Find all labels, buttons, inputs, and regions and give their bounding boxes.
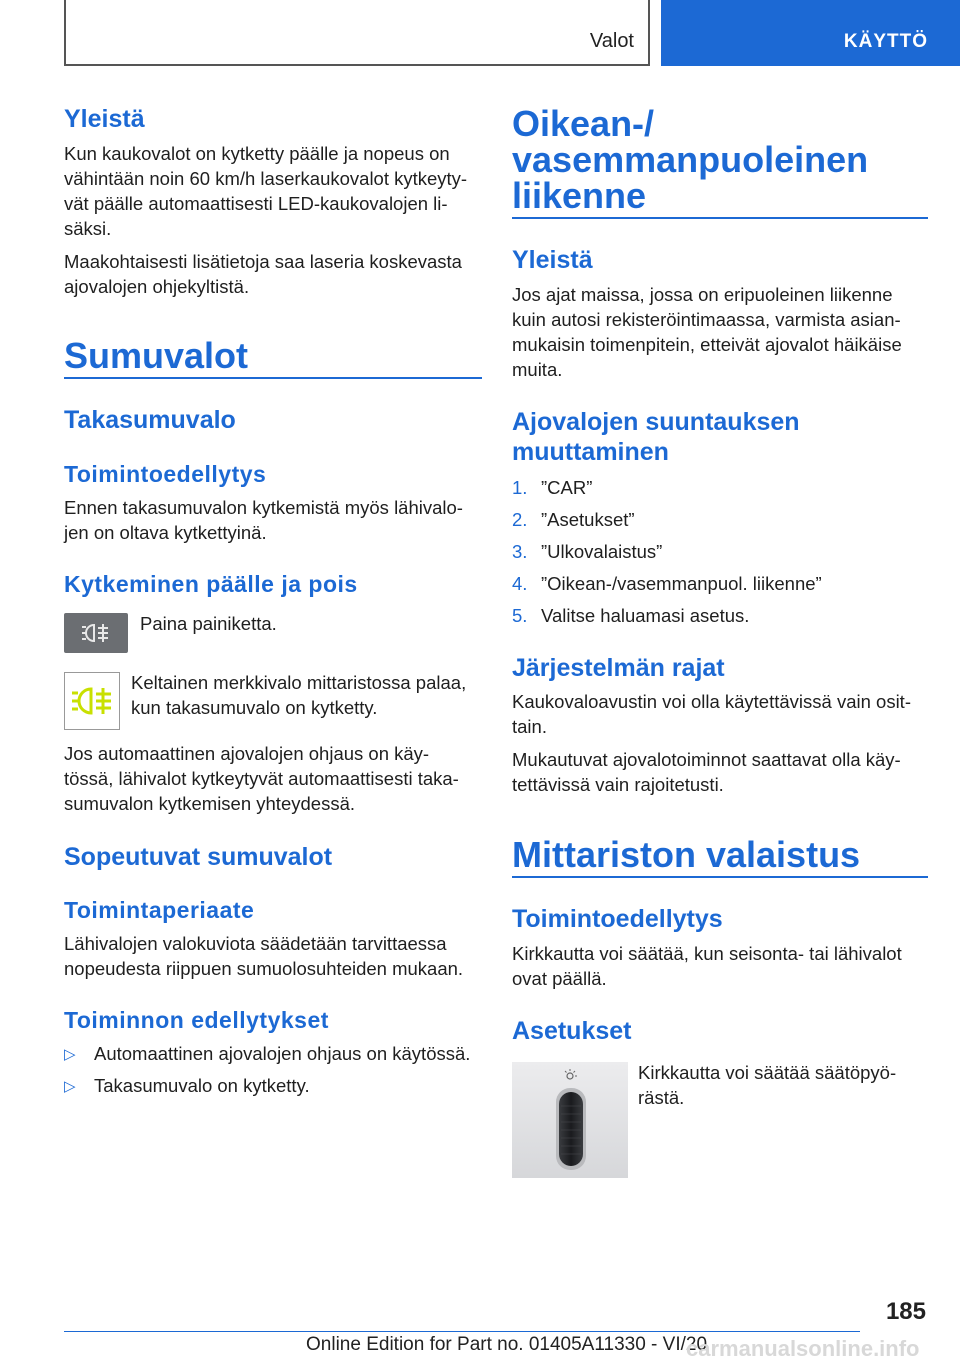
text-line: jen on oltava kytkettyinä. bbox=[64, 522, 267, 543]
text-line: Jos ajat maissa, jossa on eripuoleinen liikenne bbox=[512, 284, 893, 305]
heading-line: Ajovalojen suuntauksen bbox=[512, 408, 800, 436]
list-item-text: Takasumuvalo on kytketty. bbox=[94, 1075, 310, 1096]
paragraph-mukautuvat bbox=[512, 747, 901, 797]
paragraph-kirkkautta-seisonta bbox=[512, 941, 902, 991]
heading-ajovalojen-suuntauksen bbox=[512, 407, 800, 467]
triangle-bullet-icon: ▷ bbox=[64, 1078, 76, 1095]
list-item bbox=[512, 603, 928, 628]
paragraph-jos-automaattinen bbox=[64, 741, 459, 816]
header-frame bbox=[64, 0, 650, 66]
text-line: vähintään noin 60 km/h laserkaukovalot kytkeyty‐ bbox=[64, 168, 468, 189]
text-line: Keltainen merkkivalo mittaristossa palaa, bbox=[131, 672, 467, 693]
step-text: ”Oikean-/vasemmanpuol. liikenne” bbox=[541, 573, 822, 594]
header-chapter-label: KÄYTTÖ bbox=[843, 31, 928, 52]
text-line: tettävissä vain rajoitetusti. bbox=[512, 774, 724, 795]
step-text: ”Asetukset” bbox=[541, 509, 635, 530]
text-line: muita. bbox=[512, 359, 563, 380]
heading-toimintoedellytys-right: Toimintoedellytys bbox=[512, 905, 723, 933]
footer-edition: Online Edition for Part no. 01405A11330 - VI/20 bbox=[306, 1334, 708, 1355]
text-line: Kun kaukovalot on kytketty päälle ja nopeus on bbox=[64, 143, 450, 164]
text-line: Kirkkautta voi säätää säätöpyö‐ bbox=[638, 1062, 897, 1083]
text-line: Lähivalojen valokuviota säädetään tarvittaessa bbox=[64, 933, 447, 954]
step-number: 1. bbox=[512, 477, 528, 498]
rear-fog-light-indicator-icon bbox=[64, 672, 120, 730]
heading-line: liikenne bbox=[512, 175, 647, 216]
step-number: 4. bbox=[512, 573, 528, 594]
list-item bbox=[64, 1041, 482, 1066]
text-line: nopeudesta riippuen sumuolosuhteiden mukaan. bbox=[64, 958, 464, 979]
text-keltainen bbox=[131, 670, 466, 720]
text-line: Kirkkautta voi säätää, kun seisonta- tai lähivalot bbox=[512, 943, 902, 964]
step-text: Valitse haluamasi asetus. bbox=[541, 605, 750, 626]
list-item bbox=[512, 475, 928, 500]
heading-toimintoedellytys: Toimintoedellytys bbox=[64, 461, 267, 487]
page-number: 185 bbox=[885, 1298, 926, 1325]
heading-line: vasemmanpuoleinen bbox=[512, 139, 869, 180]
list-item-text: Automaattinen ajovalojen ohjaus on käytössä. bbox=[94, 1043, 471, 1064]
heading-line: Oikean-/ bbox=[512, 103, 655, 144]
heading-rule bbox=[512, 217, 928, 219]
step-number: 5. bbox=[512, 605, 528, 626]
text-line: vät päälle automaattisesti LED-kaukovalojen li‐ bbox=[64, 193, 448, 214]
heading-yleista-right: Yleistä bbox=[512, 246, 593, 274]
text-line: Ennen takasumuvalon kytkemistä myös lähivalo‐ bbox=[64, 497, 463, 518]
paragraph-maakohtaisesti bbox=[64, 249, 462, 299]
footer-rule bbox=[64, 1331, 860, 1332]
text-line: kuin autosi rekisteröintimaassa, varmista asian‐ bbox=[512, 309, 901, 330]
heading-yleista: Yleistä bbox=[64, 105, 145, 133]
triangle-bullet-icon: ▷ bbox=[64, 1046, 76, 1063]
paragraph-laserkaukovalot bbox=[64, 141, 467, 241]
text-line: Mukautuvat ajovalotoiminnot saattavat olla käy‐ bbox=[512, 749, 901, 770]
paragraph-kaukovaloavustin bbox=[512, 689, 911, 739]
paragraph-toimintaperiaate bbox=[64, 931, 463, 981]
heading-rule bbox=[512, 876, 928, 878]
instrument-lighting-thumbwheel-icon bbox=[512, 1062, 628, 1178]
list-item bbox=[512, 507, 928, 532]
watermark: carmanualsonline.info bbox=[686, 1336, 920, 1361]
heading-asetukset: Asetukset bbox=[512, 1017, 632, 1045]
text-line: kun takasumuvalo on kytketty. bbox=[131, 697, 378, 718]
step-text: ”CAR” bbox=[541, 477, 593, 498]
heading-toiminnon-edellytykset: Toiminnon edellytykset bbox=[64, 1007, 329, 1033]
text-line: Kaukovaloavustin voi olla käytettävissä vain osit‐ bbox=[512, 691, 911, 712]
step-number: 3. bbox=[512, 541, 528, 562]
text-line: tössä, lähivalot kytkeytyvät automaattisesti taka‐ bbox=[64, 768, 459, 789]
heading-kytkeminen: Kytkeminen päälle ja pois bbox=[64, 571, 358, 597]
text-line: säksi. bbox=[64, 218, 112, 239]
heading-jarjestelman-rajat: Järjestelmän rajat bbox=[512, 654, 725, 682]
text-line: sumuvalon kytkemisen yhteydessä. bbox=[64, 793, 355, 814]
text-line: rästä. bbox=[638, 1087, 685, 1108]
header-section-title: Valot bbox=[589, 30, 634, 52]
text-line: ovat päällä. bbox=[512, 968, 607, 989]
paragraph-eripuoleinen bbox=[512, 282, 902, 382]
header-chapter-tab bbox=[661, 0, 960, 66]
heading-sopeutuvat: Sopeutuvat sumuvalot bbox=[64, 843, 333, 871]
heading-mittariston-valaistus: Mittariston valaistus bbox=[512, 834, 861, 875]
heading-toimintaperiaate: Toimintaperiaate bbox=[64, 897, 255, 923]
step-text: ”Ulkovalaistus” bbox=[541, 541, 663, 562]
heading-line: muuttaminen bbox=[512, 438, 669, 466]
list-item bbox=[512, 571, 928, 596]
list-item bbox=[512, 539, 928, 564]
text-line: Maakohtaisesti lisätietoja saa laseria koskevasta bbox=[64, 251, 462, 272]
text-line: ajovalojen ohjekyltistä. bbox=[64, 276, 250, 297]
step-number: 2. bbox=[512, 509, 528, 530]
heading-rule bbox=[64, 377, 482, 379]
list-item bbox=[64, 1073, 482, 1098]
text-kirkkautta-saatopyorasta bbox=[638, 1060, 896, 1110]
text-line: mukaisin toimenpitein, etteivät ajovalot häikäise bbox=[512, 334, 902, 355]
heading-sumuvalot: Sumuvalot bbox=[64, 335, 249, 376]
heading-takasumuvalo: Takasumuvalo bbox=[64, 406, 236, 434]
paragraph-toimintoedellytys bbox=[64, 495, 463, 545]
rear-fog-light-button-icon bbox=[64, 613, 128, 653]
text-line: tain. bbox=[512, 716, 547, 737]
text-line: Jos automaattinen ajovalojen ohjaus on käy‐ bbox=[64, 743, 430, 764]
heading-oikean-vasemmanpuoleinen bbox=[512, 103, 869, 216]
text-paina: Paina painiketta. bbox=[140, 613, 277, 634]
